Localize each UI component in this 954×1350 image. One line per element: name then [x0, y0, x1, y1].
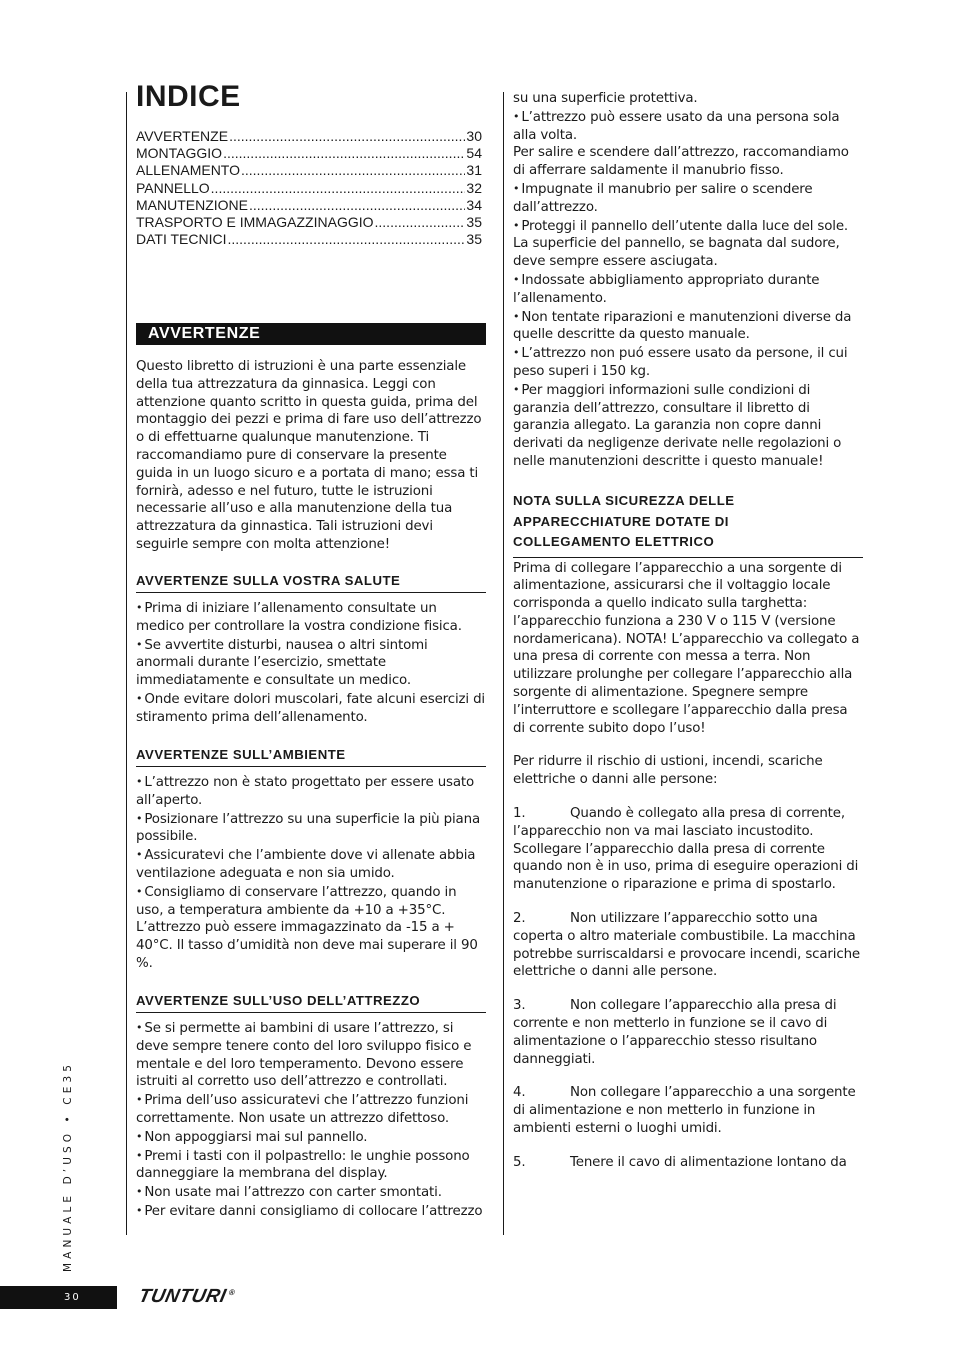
safety-list-item [513, 1084, 863, 1137]
toc-leader [211, 180, 465, 197]
environment-section [136, 747, 486, 973]
environment-item: • Assicuratevi che l’ambiente dove vi allenate abbia ventilazione adeguata e non sia umido. [136, 846, 486, 883]
column-divider [503, 92, 504, 1235]
toc-entry-label: DATI TECNICI [136, 231, 227, 248]
use-item: • Premi i tasti con il polpastrello: le unghie possono danneggiare la membrana del display. [136, 1147, 486, 1184]
toc-leader [229, 128, 465, 145]
health-section [136, 573, 486, 727]
toc-entry-label: PANNELLO [136, 179, 210, 196]
toc-entry-label: MONTAGGIO [136, 145, 223, 162]
toc-entry-page: 31 [466, 162, 482, 179]
toc-leader [241, 162, 465, 179]
toc-leader [249, 197, 465, 214]
toc-entry[interactable] [136, 214, 482, 231]
health-heading: AVVERTENZE SULLA VOSTRA SALUTE [136, 573, 486, 593]
health-item: • Se avvertite disturbi, nausea o altri sintomi anormali durante l’esercizio, smettate immediatamente e consultate un medico. [136, 636, 486, 690]
toc-entry-page: 35 [466, 214, 482, 231]
electric-section [513, 491, 863, 1172]
warning-item: • Indossate abbigliamento appropriato durante l’allenamento. [513, 271, 863, 308]
use-item: • Non usate mai l’attrezzo con carter smontati. [136, 1183, 486, 1202]
toc-entry-page: 34 [466, 196, 482, 213]
safety-list-number: 3. [513, 998, 526, 1014]
safety-list-text: Non collegare l’apparecchio alla presa di corrente e non metterlo in funzione se il cavo di alimentazione o l’apparecchio stesso risultano danneggiati. [513, 998, 837, 1067]
warning-item: • L’attrezzo non puó essere usato da persone, il cui peso superi i 150 kg. [513, 344, 863, 381]
left-margin-rule [126, 92, 127, 1235]
use-item: • Prima dell’uso assicuratevi che l’attrezzo funzioni correttamente. Non usate un attrezzo difettoso. [136, 1091, 486, 1128]
use-item: • Se si permette ai bambini di usare l’attrezzo, si deve sempre tenere conto del loro sviluppo fisico e mentale e del loro temperamento. Devono essere istruiti al corretto uso dell’attrezzo e controllati. [136, 1019, 486, 1091]
warning-item: • Per maggiori informazioni sulle condizioni di garanzia dell’attrezzo, consultare il libretto di garanzia allegato. La garanzia non copre danni derivati da negligenze derivate nelle regolazioni o nelle manutenzioni descritte i questo manuale! [513, 381, 863, 471]
toc-entry[interactable] [136, 231, 482, 248]
toc-entry-label: TRASPORTO E IMMAGAZZINAGGIO [136, 214, 374, 231]
environment-item: • Posizionare l’attrezzo su una superficie la più piana possibile. [136, 810, 486, 847]
safety-list-item [513, 1154, 863, 1172]
warning-item: • L’attrezzo può essere usato da una persona sola alla volta. [513, 108, 863, 145]
toc-leader [223, 145, 465, 162]
toc-entry-label: AVVERTENZE [136, 128, 229, 144]
use-item: • Non appoggiarsi mai sul pannello. [136, 1128, 486, 1147]
health-item: • Prima di iniziare l’allenamento consultate un medico per controllare la vostra condizione fisica. [136, 599, 486, 636]
electric-heading-line: COLLEGAMENTO ELETTRICO [513, 534, 715, 549]
safety-list-item [513, 997, 863, 1068]
safety-list-text: Non utilizzare l’apparecchio sotto una coperta o altro materiale combustibile. La macchina potrebbe surriscaldarsi e provocare incendi, scariche elettriche o danni alle persone. [513, 911, 860, 980]
continued-text: su una superficie protettiva. [513, 91, 698, 106]
brand-logo [137, 1286, 237, 1308]
electric-heading [513, 491, 863, 558]
toc-leader [375, 214, 465, 231]
manual-side-label: MANUALE D’USO • CE35 [62, 1060, 74, 1272]
right-column [513, 90, 863, 471]
toc-entry-page: 35 [466, 231, 482, 248]
warning-item: • Impugnate il manubrio per salire o scendere dall’attrezzo. [513, 180, 863, 217]
health-item: • Onde evitare dolori muscolari, fate alcuni esercizi di stiramento prima dell’allenamento. [136, 690, 486, 727]
safety-list-number: 5. [513, 1154, 526, 1170]
toc-leader [228, 231, 466, 248]
use-item: • Per evitare danni consigliamo di collocare l’attrezzo [136, 1202, 486, 1221]
safety-list-text: Non collegare l’apparecchio a una sorgente di alimentazione e non metterlo in funzione in ambienti esterni o luoghi umidi. [513, 1085, 856, 1137]
table-of-contents [136, 128, 482, 248]
toc-entry[interactable] [136, 145, 482, 162]
environment-heading: AVVERTENZE SULL’AMBIENTE [136, 747, 486, 767]
toc-entry-label: ALLENAMENTO [136, 162, 240, 179]
electric-paragraph: Per ridurre il rischio di ustioni, incendi, scariche elettriche o danni alle persone: [513, 754, 823, 788]
toc-entry[interactable] [136, 197, 482, 214]
registered-mark: ® [227, 1287, 237, 1297]
safety-list-item [513, 910, 863, 981]
toc-entry-label: MANUTENZIONE [136, 196, 248, 213]
electric-paragraph: Prima di collegare l’apparecchio a una sorgente di alimentazione, assicurarsi che il voltaggio locale corrisponda a quello indicato sulla targhetta: l’apparecchio funziona a 230 V o 115 V (versione nordamericana). NOTA! L’apparecchio va collegato a una presa di corrente con messa a terra. Non utilizzare prolunghe per collegare l’apparecchio alla sorgente di alimentazione. Spegnere sempre l’interruttore e scollegare l’apparecchio dalla presa di corrente subito dopo l’uso! [513, 560, 860, 736]
toc-entry-page: 54 [466, 145, 482, 162]
use-heading: AVVERTENZE SULL’USO DELL’ATTREZZO [136, 993, 486, 1013]
toc-entry[interactable] [136, 128, 482, 145]
warning-item: • Proteggi il pannello dell’utente dalla luce del sole. La superficie del pannello, se bagnata dal sudore, deve sempre essere asciugata. [513, 217, 863, 271]
toc-entry-page: 30 [466, 128, 482, 144]
toc-entry-page: 32 [466, 179, 482, 196]
safety-list-number: 1. [513, 806, 526, 822]
warning-item: • Non tentate riparazioni e manutenzioni diverse da quelle descritte da questo manuale. [513, 308, 863, 345]
safety-list-text: Tenere il cavo di alimentazione lontano da [570, 1154, 847, 1170]
section-title-bar: AVVERTENZE [136, 323, 486, 345]
toc-entry[interactable] [136, 180, 482, 197]
electric-heading-line: NOTA SULLA SICUREZZA DELLE [513, 493, 735, 508]
safety-list-item [513, 805, 863, 894]
intro-paragraph: Questo libretto di istruzioni è una parte essenziale della tua attrezzatura da ginnasica. Leggi con attenzione quanto scritto in questa guida, prima del montaggio dei pezzi e prima di fare uso dell’attrezzo o di effettuarne qualunque manutenzione. Ti raccomandiamo pure di conservare la presente guida in un luogo sicuro e a portata di mano; essa ti fornirà, adesso e nel futuro, tutte le istruzioni necessarie all’uso e alla manutenzione della tua attrezzatura da ginnastica. Tali istruzioni devi seguirle sempre con molta attenzione! [136, 359, 482, 552]
page-title: INDICE [136, 80, 241, 113]
page-number: 30 [0, 1286, 117, 1309]
environment-item: • Consigliamo di conservare l’attrezzo, quando in uso, a temperatura ambiente da +10 a +35°C. L’attrezzo può essere immagazzinato da -15 a + 40°C. Il tasso d’umidità non deve mai superare il 90 %. [136, 883, 486, 973]
safety-list-number: 2. [513, 911, 526, 927]
environment-item: • L’attrezzo non è stato progettato per essere usato all’aperto. [136, 773, 486, 810]
toc-entry[interactable] [136, 162, 482, 179]
electric-heading-line: APPARECCHIATURE DOTATE DI [513, 513, 729, 529]
brand-logo-text: TUNTURI [136, 1286, 229, 1307]
safety-list-text: Quando è collegato alla presa di corrente, l’apparecchio non va mai lasciato incustodito. Scollegare l’apparecchio dalla presa di corrente quando non è in uso, prima di eseguire operazioni di manutenzione o riparazione e prima di spostarlo. [513, 806, 859, 893]
use-section [136, 993, 486, 1221]
safety-list-number: 4. [513, 1085, 526, 1101]
warning-text: Per salire e scendere dall’attrezzo, raccomandiamo di afferrare saldamente il manubrio fisso. [513, 145, 849, 179]
